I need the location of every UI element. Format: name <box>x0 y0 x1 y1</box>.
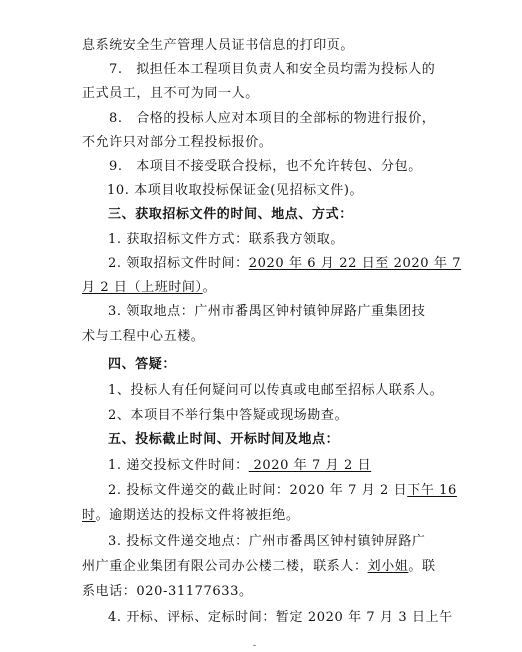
line-text: 8. 合格的投标人应对本项目的全部标的物进行报价， <box>109 111 436 126</box>
line-text: 不允许只对部分工程投标报价。 <box>82 135 273 150</box>
line-text: 术与工程中心五楼。 <box>82 329 205 344</box>
section-3-item-3-line-1 <box>108 303 426 321</box>
clause-8-line-2 <box>82 134 272 152</box>
section-5-item-3-line-3 <box>82 583 253 601</box>
line-prefix: 2. 领取招标文件时间： <box>108 256 249 271</box>
body-line-1 <box>82 37 354 55</box>
line-text: 正式员工，且不可为同一人。 <box>82 86 259 101</box>
section-5-heading <box>108 431 339 449</box>
section-4-item-2 <box>108 407 348 425</box>
underlined-date: 月 2 日（上班时间） <box>82 280 203 295</box>
line-suffix: 。逾期送达的投标文件将被拒绝。 <box>95 508 300 523</box>
contact-person: 刘小姐 <box>367 559 409 574</box>
section-3-item-3-line-2 <box>82 328 204 346</box>
line-text: 3. 领取地点：广州市番禺区钟村镇钟屏路广重集团技 <box>108 304 426 319</box>
section-5-item-2-line-2 <box>82 507 300 525</box>
line-prefix: 州广重企业集团有限公司办公楼二楼，联系人： <box>82 559 368 574</box>
section-4-item-1 <box>108 382 443 400</box>
line-text: 1. 获取招标文件方式：联系我方领取。 <box>108 232 344 247</box>
section-3-heading <box>108 206 353 224</box>
section-3-item-2-line-2 <box>82 279 216 297</box>
line-text: 7. 拟担任本工程项目负责人和安全员均需为投标人的 <box>109 62 436 77</box>
heading-text: 五、投标截止时间、开标时间及地点： <box>108 432 340 447</box>
section-5-item-3-line-1 <box>108 533 426 551</box>
line-text: 系电话：020-31177633。 <box>82 584 253 599</box>
line-text: 3. 投标文件递交地点：广州市番禺区钟村镇钟屏路广 <box>108 534 426 549</box>
underlined-time: 下午 16 <box>407 483 457 498</box>
section-5-item-4-line-1 <box>108 609 453 627</box>
underlined-date: 2020 年 6 月 22 日至 2020 年 7 <box>248 256 462 271</box>
section-5-item-2-line-1 <box>108 482 457 500</box>
clause-9-line <box>109 158 422 176</box>
section-3-item-2-line-1 <box>108 255 461 273</box>
clause-10-line <box>107 182 363 200</box>
line-text: 1、投标人有任何疑问可以传真或电邮至招标人联系人。 <box>108 383 444 398</box>
heading-text: 三、获取招标文件的时间、地点、方式： <box>108 207 353 222</box>
line-text: 4. 开标、评标、定标时间：暂定 2020 年 7 月 3 日上午 <box>108 610 453 625</box>
section-5-item-1 <box>108 457 371 475</box>
clause-7-line-1 <box>109 61 435 79</box>
line-text: 10. 本项目收取投标保证金(见招标文件)。 <box>107 183 364 198</box>
underlined-date: 2020 年 7 月 2 日 <box>248 458 372 473</box>
line-text: 息系统安全生产管理人员证书信息的打印页。 <box>82 38 355 53</box>
line-suffix: 。 <box>202 280 217 295</box>
clause-8-line-1 <box>109 110 435 128</box>
line-text: 9. 本项目不接受联合投标，也不允许转包、分包。 <box>109 159 422 174</box>
section-5-item-3-line-2 <box>82 558 436 576</box>
line-prefix: 2. 投标文件递交的截止时间：2020 年 7 月 2 日 <box>108 483 408 498</box>
line-suffix: 。联 <box>408 559 436 574</box>
clause-7-line-2 <box>82 85 259 103</box>
section-4-heading <box>108 356 176 374</box>
page-mark: - <box>253 641 257 651</box>
line-prefix: 1. 递交投标文件时间： <box>108 458 249 473</box>
section-3-item-1 <box>108 231 344 249</box>
line-text: 2、本项目不举行集中答疑或现场勘查。 <box>108 408 349 423</box>
heading-text: 四、答疑： <box>108 357 177 372</box>
underlined-time: 时 <box>82 508 96 523</box>
